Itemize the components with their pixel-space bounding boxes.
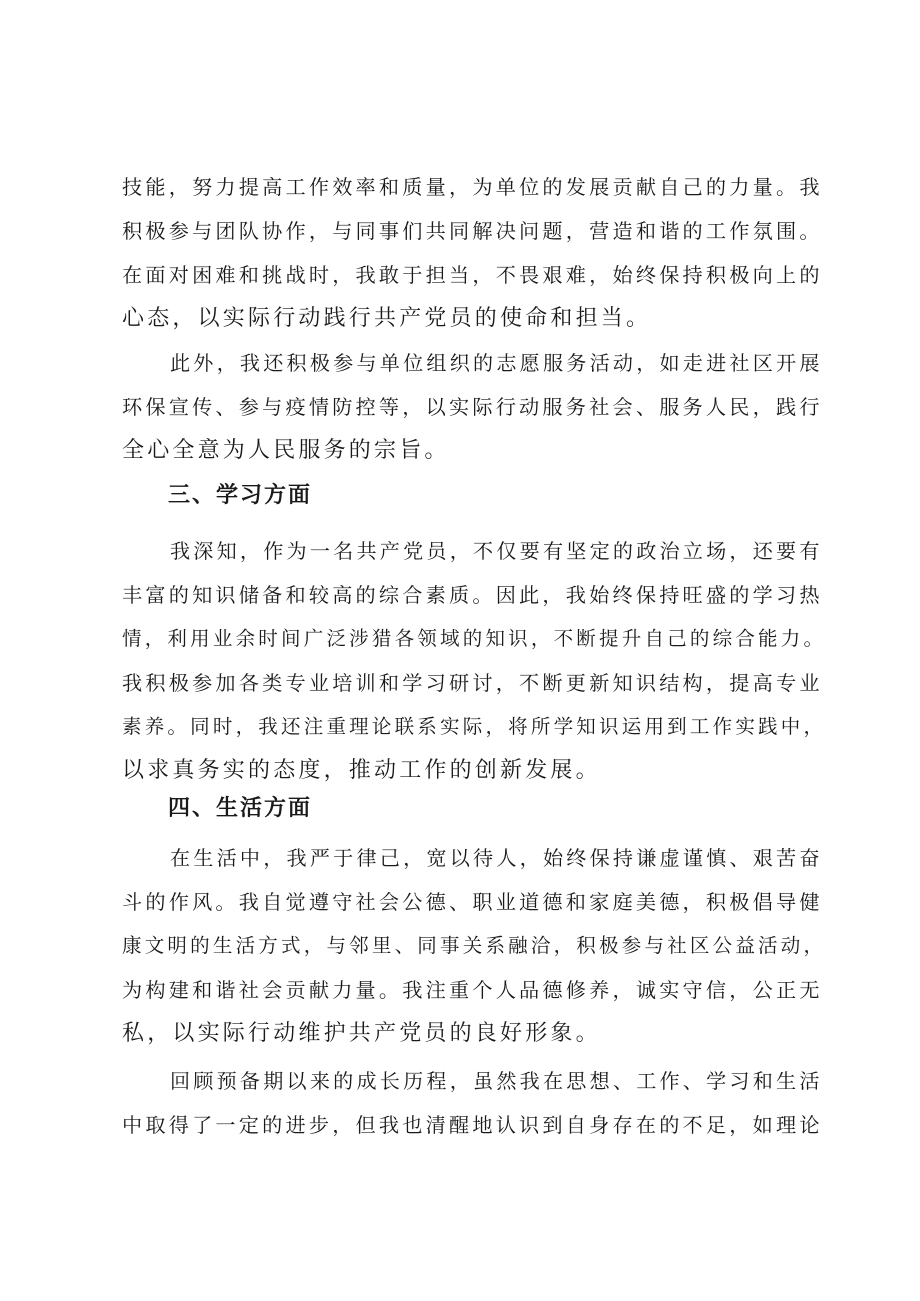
paragraph-line: 回顾预备期以来的成长历程，虽然我在思想、工作、学习和生活 <box>170 1069 823 1093</box>
paragraph-line: 情，利用业余时间广泛涉猎各领域的知识，不断提升自己的综合能力。 <box>122 627 827 650</box>
section-heading-study: 三、学习方面 <box>168 483 313 508</box>
paragraph-line: 技能，努力提高工作效率和质量，为单位的发展贡献自己的力量。我 <box>122 175 823 199</box>
paragraph-line: 私，以实际行动维护共产党员的良好形象。 <box>122 1021 601 1046</box>
paragraph-line: 为构建和谐社会贡献力量。我注重个人品德修养，诚实守信，公正无 <box>122 978 823 1002</box>
paragraph-line: 丰富的知识储备和较高的综合素质。因此，我始终保持旺盛的学习热 <box>122 583 823 607</box>
paragraph-line: 心态，以实际行动践行共产党员的使命和担当。 <box>122 306 652 331</box>
paragraph-line: 在生活中，我严于律己，宽以待人，始终保持谦虚谨慎、艰苦奋 <box>170 846 823 870</box>
paragraph-line: 此外，我还积极参与单位组织的志愿服务活动，如走进社区开展 <box>170 351 823 375</box>
paragraph-line: 在面对困难和挑战时，我敢于担当，不畏艰难，始终保持积极向上的 <box>122 263 823 287</box>
paragraph-line: 康文明的生活方式，与邻里、同事关系融洽，积极参与社区公益活动， <box>122 934 827 957</box>
paragraph-line: 斗的作风。我自觉遵守社会公德、职业道德和家庭美德，积极倡导健 <box>122 890 823 914</box>
paragraph-line: 积极参与团队协作，与同事们共同解决问题，营造和谐的工作氛围。 <box>122 219 823 243</box>
paragraph-line: 中取得了一定的进步，但我也清醒地认识到自身存在的不足，如理论 <box>122 1113 823 1137</box>
paragraph-line: 素养。同时，我还注重理论联系实际，将所学知识运用到工作实践中， <box>122 715 827 738</box>
paragraph-line: 我深知，作为一名共产党员，不仅要有坚定的政治立场，还要有 <box>170 539 823 563</box>
paragraph-line: 我积极参加各类专业培训和学习研讨，不断更新知识结构，提高专业 <box>122 671 823 695</box>
section-heading-life: 四、生活方面 <box>168 796 313 821</box>
paragraph-line: 环保宣传、参与疫情防控等，以实际行动服务社会、服务人民，践行 <box>122 395 823 419</box>
paragraph-line: 全心全意为人民服务的宗旨。 <box>122 438 450 463</box>
paragraph-line: 以求真务实的态度，推动工作的创新发展。 <box>122 758 601 783</box>
